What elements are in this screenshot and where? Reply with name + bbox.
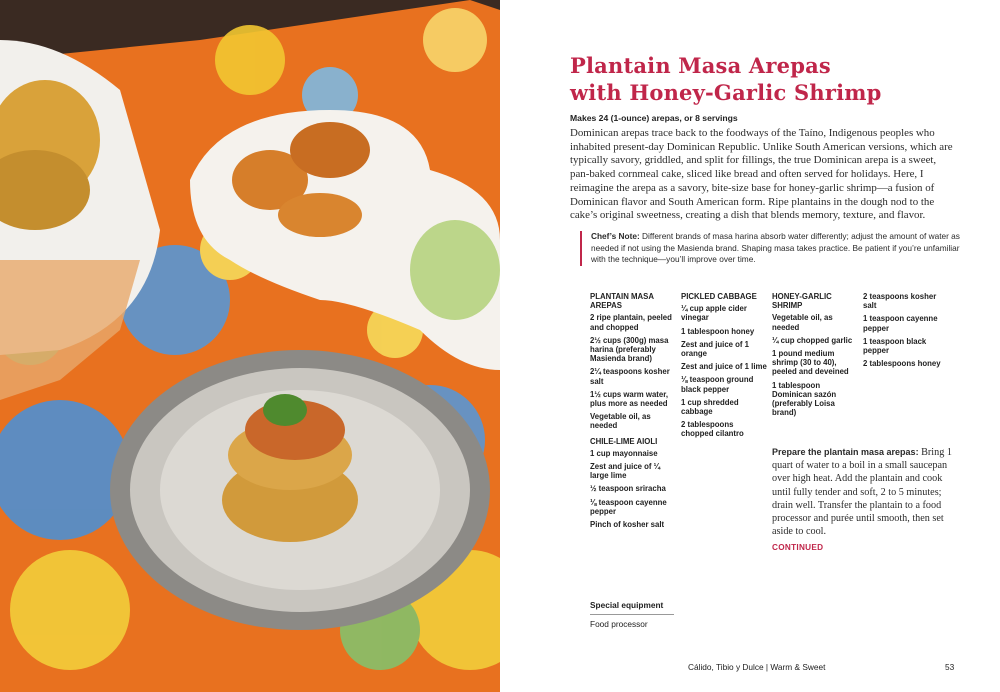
ingredient-item: Zest and juice of ¼ large lime	[590, 462, 661, 481]
ingredient-item: ⅛ teaspoon cayenne pepper	[590, 497, 667, 516]
ingredients-shrimp-continued	[863, 292, 949, 372]
ingredient-item: ¼ cup chopped garlic	[772, 335, 853, 345]
ingredient-item: 2 teaspoons kosher salt	[863, 292, 937, 311]
aioli-header: CHILE-LIME AIOLI	[590, 436, 658, 446]
ingredient-item: 1 pound medium shrimp (30 to 40), peeled and deveined	[772, 349, 849, 377]
recipe-title	[570, 52, 990, 106]
recipe-intro: Dominican arepas trace back to the foodways of the Taíno, Indigenous peoples who inhabited present-day Dominican Republic. Unlike South American versions, which are typically savory, griddled, and split for fillings, the true Dominican arepa is a sweet, pan-baked cornmeal cake, sliced like bread and often served for holidays. Here, I reimagine the arepa as a savory, bite-size base for honey-garlic shrimp—a fusion of Dominican flavor and South American form. Ripe plantains in the dough nod to the cake’s original sweetness, creating a dish that blends memory, texture, and flavor.	[570, 127, 953, 222]
equipment-header: Special equipment	[590, 600, 674, 615]
prep-step-label: Prepare the plantain masa arepas:	[772, 447, 919, 457]
ingredients-cabbage	[681, 292, 767, 443]
equipment-item: Food processor	[590, 619, 648, 629]
shrimp-header: HONEY-GARLIC SHRIMP	[772, 292, 832, 311]
chefs-note	[580, 231, 971, 266]
chefs-note-text: Different brands of masa harina absorb water differently; adjust the amount of water as needed if not using the Masienda brand. Shaping masa takes practice. Be patient if you’re unfamiliar with the technique—you’ll improve over time.	[591, 231, 960, 265]
ingredient-item: 1½ cups warm water, plus more as needed	[590, 389, 669, 409]
ingredient-item: Pinch of kosher salt	[590, 520, 665, 530]
ingredient-item: 2 tablespoons honey	[863, 359, 941, 369]
cabbage-header: PICKLED CABBAGE	[681, 292, 757, 301]
arepas-header: PLANTAIN MASA AREPAS	[590, 292, 654, 311]
ingredient-item: 1 tablespoon honey	[681, 326, 755, 336]
ingredient-item: 2¼ teaspoons kosher salt	[590, 367, 670, 386]
special-equipment	[590, 600, 674, 629]
ingredient-item: ⅛ teaspoon ground black pepper	[681, 375, 754, 394]
ingredient-item: Vegetable oil, as needed	[590, 412, 651, 431]
ingredient-item: 1 teaspoon cayenne pepper	[863, 314, 938, 333]
ingredients-shrimp	[772, 292, 858, 421]
chefs-note-label: Chef’s Note:	[591, 231, 640, 241]
ingredient-item: 2 tablespoons chopped cilantro	[681, 420, 744, 439]
ingredient-item: Vegetable oil, as needed	[772, 313, 833, 332]
page-number: 53	[945, 662, 955, 672]
ingredients-arepas	[590, 292, 676, 533]
ingredient-item: 2 ripe plantain, peeled and chopped	[590, 313, 672, 332]
ingredient-item: 1 cup mayonnaise	[590, 448, 658, 458]
title-line-2: with Honey-Garlic Shrimp	[570, 80, 882, 105]
ingredient-item: 2½ cups (300g) masa harina (preferably Masienda brand)	[590, 335, 669, 364]
prep-step-text: Bring 1 quart of water to a boil in a small saucepan over high heat. Add the plantain and cook until fully tender and soft, 2 to 5 minutes; drain well. Transfer the plantain to a food processor and purée until smooth, then set aside to cool.	[772, 447, 952, 538]
title-line-1: Plantain Masa Arepas	[570, 53, 831, 78]
prep-step	[772, 446, 962, 538]
ingredient-item: Zest and juice of 1 orange	[681, 339, 750, 359]
ingredient-item: 1 cup shredded cabbage	[681, 397, 739, 417]
recipe-yield: Makes 24 (1-ounce) arepas, or 8 servings	[570, 113, 738, 123]
ingredient-item: Zest and juice of 1 lime	[681, 362, 767, 372]
ingredient-item: ½ teaspoon sriracha	[590, 484, 666, 494]
ingredient-item: ¼ cup apple cider vinegar	[681, 304, 747, 323]
ingredient-item: 1 teaspoon black pepper	[863, 336, 927, 356]
running-footer: Cálido, Tibio y Dulce | Warm & Sweet	[688, 662, 826, 672]
ingredient-item: 1 tablespoon Dominican sazón (preferably Loisa brand)	[772, 380, 837, 418]
recipe-page	[500, 0, 1000, 692]
continued-label: CONTINUED	[772, 543, 824, 552]
